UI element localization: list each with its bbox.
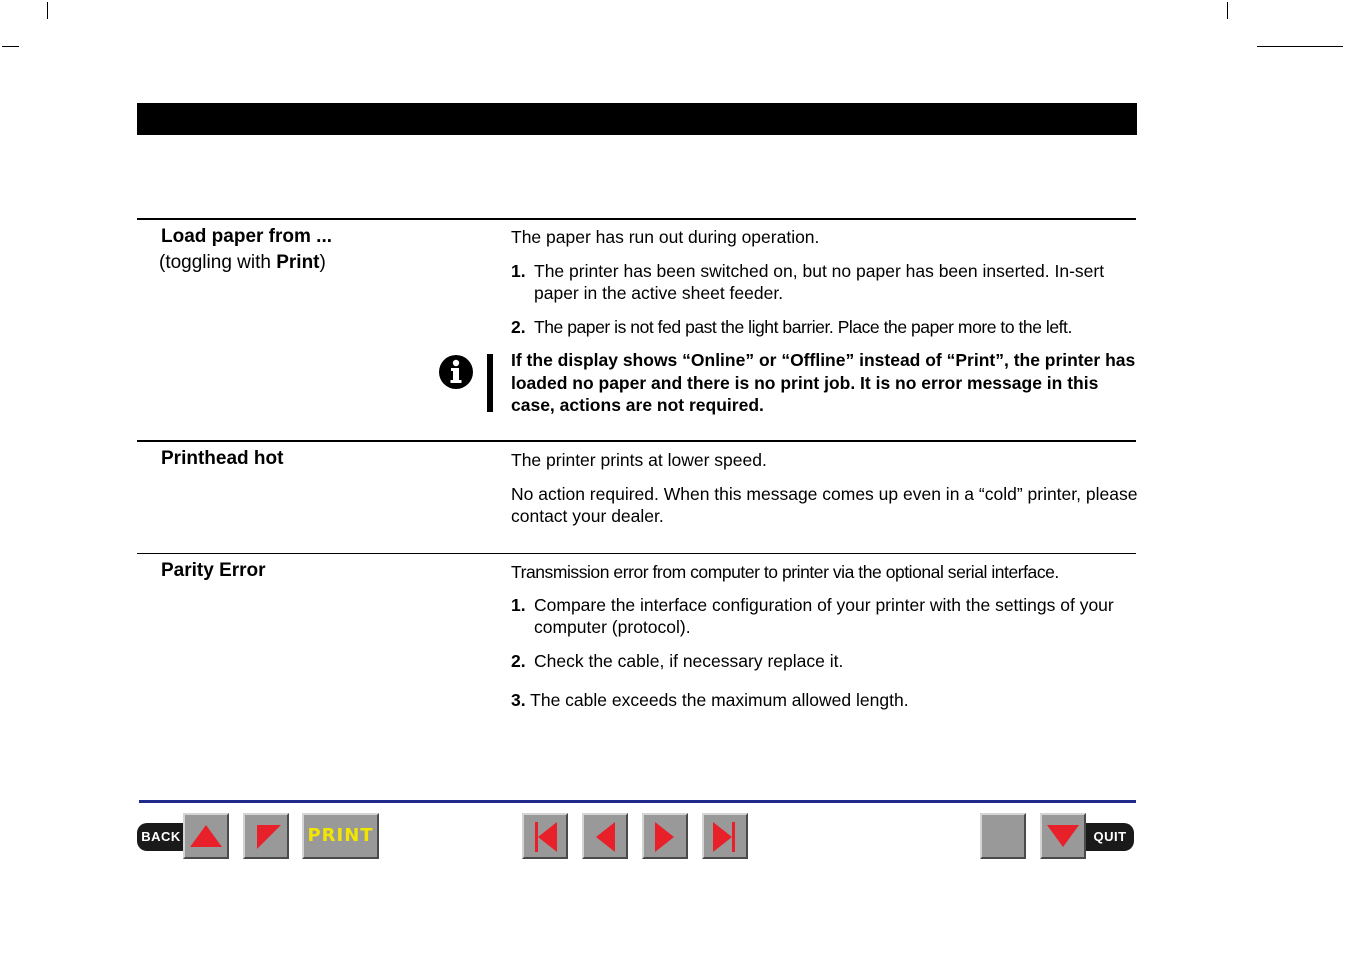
- page-back-icon: [245, 815, 287, 857]
- note-marker-bar: [487, 354, 493, 412]
- step-item: [511, 316, 1141, 338]
- error-term-note: [159, 251, 326, 275]
- section-divider: [137, 553, 1136, 554]
- crop-mark: [1227, 2, 1228, 19]
- step-text: Compare the interface configuration of your printer with the settings of your computer (protocol).: [534, 595, 1114, 637]
- step-item: [511, 260, 1141, 304]
- step-number: 1.: [511, 261, 526, 281]
- step-number: 1.: [511, 595, 526, 615]
- info-icon: [439, 355, 473, 389]
- next-page-button[interactable]: [642, 813, 688, 859]
- nav-divider: [139, 800, 1136, 803]
- first-page-icon: [524, 815, 566, 857]
- term-note-key: Print: [276, 252, 320, 273]
- error-term: Printhead hot: [161, 448, 284, 469]
- last-page-button[interactable]: [702, 813, 748, 859]
- print-button[interactable]: PRINT: [302, 813, 379, 859]
- up-button[interactable]: [183, 813, 229, 859]
- previous-page-button[interactable]: [582, 813, 628, 859]
- step-item: [511, 594, 1141, 638]
- down-arrow-icon: [1042, 815, 1084, 857]
- term-note-suffix: ): [319, 252, 326, 273]
- blank-nav-button[interactable]: [980, 813, 1026, 859]
- error-description: Transmission error from computer to printer via the optional serial interface.: [511, 562, 1059, 582]
- term-note-prefix: (toggling with: [159, 252, 277, 273]
- step-text: The printer has been switched on, but no paper has been inserted. In-sert paper in the active sheet feeder.: [534, 261, 1105, 303]
- first-page-button[interactable]: [522, 813, 568, 859]
- down-button[interactable]: [1040, 813, 1086, 859]
- previous-page-icon: [584, 815, 626, 857]
- last-page-icon: [704, 815, 746, 857]
- error-description: The printer prints at lower speed.: [511, 450, 767, 470]
- step-text: Check the cable, if necessary replace it.: [534, 651, 844, 671]
- up-arrow-icon: [185, 815, 227, 857]
- step-number: 2.: [511, 317, 526, 337]
- header-bar: [137, 103, 1137, 135]
- page-back-button[interactable]: [243, 813, 289, 859]
- step-text: The paper is not fed past the light barrier. Place the paper more to the left.: [534, 317, 1072, 337]
- section-divider: [137, 440, 1136, 442]
- step-item: [511, 650, 1141, 672]
- crop-mark: [1257, 46, 1343, 47]
- info-note: If the display shows “Online” or “Offline” instead of “Print”, the printer has loaded no paper and there is no print job. It is no error message in this case, actions are not required.: [511, 350, 1136, 415]
- next-page-icon: [644, 815, 686, 857]
- step-number: 2.: [511, 651, 526, 671]
- step-item: [511, 689, 1141, 711]
- error-term: Parity Error: [161, 560, 266, 581]
- error-action: No action required. When this message comes up even in a “cold” printer, please contact your dealer.: [511, 484, 1138, 526]
- error-term: Load paper from ...: [161, 226, 333, 247]
- section-divider: [137, 218, 1136, 220]
- step-number: 3.: [511, 690, 526, 710]
- back-button[interactable]: BACK: [137, 823, 185, 851]
- crop-mark: [2, 46, 19, 47]
- step-text: The cable exceeds the maximum allowed length.: [525, 690, 909, 710]
- quit-button[interactable]: QUIT: [1086, 823, 1134, 851]
- error-description: The paper has run out during operation.: [511, 227, 820, 247]
- crop-mark: [47, 2, 48, 19]
